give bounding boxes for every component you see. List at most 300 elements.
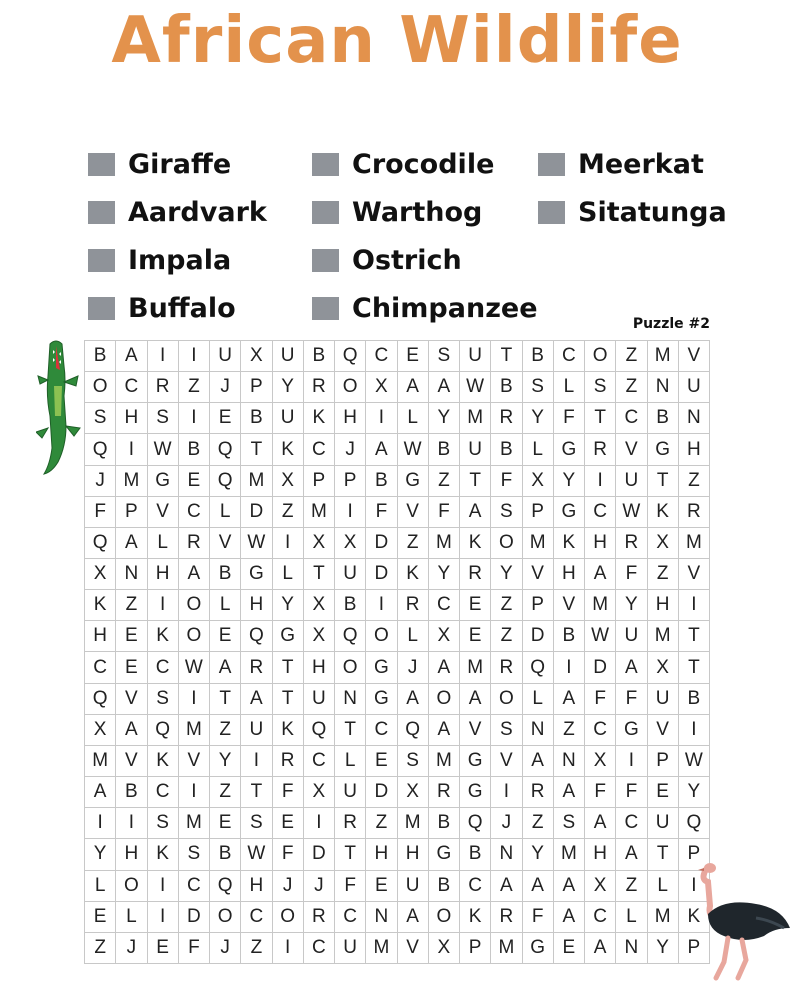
grid-cell[interactable]: G [616, 715, 647, 746]
grid-cell[interactable]: T [648, 466, 679, 497]
grid-cell[interactable]: O [585, 341, 616, 372]
grid-cell[interactable]: Q [241, 621, 272, 652]
grid-cell[interactable]: I [491, 777, 522, 808]
grid-cell[interactable]: M [85, 746, 116, 777]
grid-cell[interactable]: S [148, 684, 179, 715]
grid-cell[interactable]: F [273, 777, 304, 808]
grid-cell[interactable]: O [273, 902, 304, 933]
grid-cell[interactable]: V [116, 684, 147, 715]
grid-cell[interactable]: M [398, 808, 429, 839]
grid-cell[interactable]: K [273, 434, 304, 465]
grid-cell[interactable]: A [85, 777, 116, 808]
grid-cell[interactable]: U [335, 777, 366, 808]
grid-cell[interactable]: V [398, 933, 429, 964]
grid-cell[interactable]: O [491, 528, 522, 559]
grid-cell[interactable]: K [398, 559, 429, 590]
grid-cell[interactable]: M [179, 808, 210, 839]
grid-cell[interactable]: H [116, 403, 147, 434]
grid-cell[interactable]: O [179, 621, 210, 652]
grid-cell[interactable]: R [491, 652, 522, 683]
grid-cell[interactable]: A [616, 652, 647, 683]
grid-cell[interactable]: T [241, 434, 272, 465]
grid-cell[interactable]: R [179, 528, 210, 559]
grid-cell[interactable]: Y [210, 746, 241, 777]
grid-cell[interactable]: W [179, 652, 210, 683]
grid-cell[interactable]: W [679, 746, 710, 777]
grid-cell[interactable]: Y [491, 559, 522, 590]
grid-cell[interactable]: C [554, 341, 585, 372]
grid-cell[interactable]: V [679, 341, 710, 372]
grid-cell[interactable]: X [585, 746, 616, 777]
grid-cell[interactable]: M [523, 528, 554, 559]
grid-cell[interactable]: U [335, 933, 366, 964]
grid-cell[interactable]: L [273, 559, 304, 590]
grid-cell[interactable]: R [304, 902, 335, 933]
grid-cell[interactable]: G [148, 466, 179, 497]
grid-cell[interactable]: I [366, 403, 397, 434]
grid-cell[interactable]: U [398, 871, 429, 902]
grid-cell[interactable]: B [429, 808, 460, 839]
grid-cell[interactable]: W [460, 372, 491, 403]
grid-cell[interactable]: H [398, 839, 429, 870]
grid-cell[interactable]: Q [210, 871, 241, 902]
grid-cell[interactable]: H [241, 871, 272, 902]
grid-cell[interactable]: C [585, 902, 616, 933]
grid-cell[interactable]: Z [616, 372, 647, 403]
grid-cell[interactable]: C [585, 497, 616, 528]
grid-cell[interactable]: E [210, 403, 241, 434]
grid-cell[interactable]: F [554, 403, 585, 434]
grid-cell[interactable]: C [304, 746, 335, 777]
grid-cell[interactable]: H [679, 434, 710, 465]
grid-cell[interactable]: U [616, 466, 647, 497]
grid-cell[interactable]: K [85, 590, 116, 621]
grid-cell[interactable]: W [398, 434, 429, 465]
grid-cell[interactable]: V [116, 746, 147, 777]
grid-cell[interactable]: A [523, 746, 554, 777]
grid-cell[interactable]: B [241, 403, 272, 434]
grid-cell[interactable]: P [648, 746, 679, 777]
grid-cell[interactable]: X [304, 777, 335, 808]
grid-cell[interactable]: H [304, 652, 335, 683]
grid-cell[interactable]: V [148, 497, 179, 528]
grid-cell[interactable]: G [523, 933, 554, 964]
grid-cell[interactable]: Z [491, 590, 522, 621]
checkbox[interactable] [312, 297, 339, 320]
grid-cell[interactable]: G [366, 684, 397, 715]
grid-cell[interactable]: M [241, 466, 272, 497]
grid-cell[interactable]: O [429, 902, 460, 933]
grid-cell[interactable]: A [460, 684, 491, 715]
grid-cell[interactable]: I [148, 871, 179, 902]
grid-cell[interactable]: M [585, 590, 616, 621]
grid-cell[interactable]: C [85, 652, 116, 683]
grid-cell[interactable]: J [85, 466, 116, 497]
grid-cell[interactable]: P [241, 372, 272, 403]
grid-cell[interactable]: S [398, 746, 429, 777]
grid-cell[interactable]: E [366, 871, 397, 902]
grid-cell[interactable]: L [148, 528, 179, 559]
grid-cell[interactable]: U [648, 808, 679, 839]
grid-cell[interactable]: C [304, 434, 335, 465]
grid-cell[interactable]: Z [241, 933, 272, 964]
grid-cell[interactable]: R [398, 590, 429, 621]
grid-cell[interactable]: A [554, 902, 585, 933]
grid-cell[interactable]: P [679, 839, 710, 870]
grid-cell[interactable]: Q [85, 434, 116, 465]
grid-cell[interactable]: L [398, 403, 429, 434]
grid-cell[interactable]: I [585, 466, 616, 497]
grid-cell[interactable]: B [429, 871, 460, 902]
grid-cell[interactable]: V [491, 746, 522, 777]
checkbox[interactable] [88, 297, 115, 320]
grid-cell[interactable]: B [335, 590, 366, 621]
grid-cell[interactable]: Z [491, 621, 522, 652]
grid-cell[interactable]: M [648, 621, 679, 652]
grid-cell[interactable]: E [398, 341, 429, 372]
grid-cell[interactable]: B [179, 434, 210, 465]
grid-cell[interactable]: A [116, 715, 147, 746]
grid-cell[interactable]: G [460, 746, 491, 777]
grid-cell[interactable]: I [179, 403, 210, 434]
grid-cell[interactable]: P [679, 933, 710, 964]
grid-cell[interactable]: I [273, 528, 304, 559]
grid-cell[interactable]: K [304, 403, 335, 434]
grid-cell[interactable]: M [304, 497, 335, 528]
grid-cell[interactable]: Q [210, 466, 241, 497]
grid-cell[interactable]: X [523, 466, 554, 497]
grid-cell[interactable]: H [335, 403, 366, 434]
grid-cell[interactable]: M [648, 341, 679, 372]
grid-cell[interactable]: C [335, 902, 366, 933]
grid-cell[interactable]: Z [616, 871, 647, 902]
grid-cell[interactable]: F [179, 933, 210, 964]
grid-cell[interactable]: Q [335, 341, 366, 372]
grid-cell[interactable]: U [273, 341, 304, 372]
grid-cell[interactable]: U [335, 559, 366, 590]
grid-cell[interactable]: N [523, 715, 554, 746]
grid-cell[interactable]: I [304, 808, 335, 839]
grid-cell[interactable]: Y [523, 403, 554, 434]
grid-cell[interactable]: K [648, 497, 679, 528]
grid-cell[interactable]: N [554, 746, 585, 777]
grid-cell[interactable]: I [679, 871, 710, 902]
grid-cell[interactable]: K [554, 528, 585, 559]
grid-cell[interactable]: D [366, 528, 397, 559]
grid-cell[interactable]: T [491, 341, 522, 372]
grid-cell[interactable]: X [429, 933, 460, 964]
grid-cell[interactable]: I [366, 590, 397, 621]
grid-cell[interactable]: D [523, 621, 554, 652]
grid-cell[interactable]: F [85, 497, 116, 528]
grid-cell[interactable]: S [585, 372, 616, 403]
grid-cell[interactable]: Q [210, 434, 241, 465]
grid-cell[interactable]: W [241, 528, 272, 559]
grid-cell[interactable]: M [460, 652, 491, 683]
grid-cell[interactable]: T [335, 715, 366, 746]
grid-cell[interactable]: U [241, 715, 272, 746]
grid-cell[interactable]: H [366, 839, 397, 870]
grid-cell[interactable]: I [335, 497, 366, 528]
grid-cell[interactable]: Q [335, 621, 366, 652]
grid-cell[interactable]: L [210, 497, 241, 528]
grid-cell[interactable]: O [366, 621, 397, 652]
grid-cell[interactable]: O [116, 871, 147, 902]
grid-cell[interactable]: C [616, 403, 647, 434]
grid-cell[interactable]: X [304, 590, 335, 621]
grid-cell[interactable]: P [460, 933, 491, 964]
grid-cell[interactable]: G [273, 621, 304, 652]
grid-cell[interactable]: M [648, 902, 679, 933]
grid-cell[interactable]: R [616, 528, 647, 559]
grid-cell[interactable]: L [523, 684, 554, 715]
grid-cell[interactable]: B [366, 466, 397, 497]
grid-cell[interactable]: P [523, 590, 554, 621]
grid-cell[interactable]: I [179, 777, 210, 808]
grid-cell[interactable]: A [554, 777, 585, 808]
grid-cell[interactable]: Q [460, 808, 491, 839]
grid-cell[interactable]: B [304, 341, 335, 372]
grid-cell[interactable]: W [585, 621, 616, 652]
grid-cell[interactable]: O [179, 590, 210, 621]
grid-cell[interactable]: N [679, 403, 710, 434]
grid-cell[interactable]: X [273, 466, 304, 497]
grid-cell[interactable]: H [116, 839, 147, 870]
grid-cell[interactable]: T [210, 684, 241, 715]
grid-cell[interactable]: F [366, 497, 397, 528]
grid-cell[interactable]: S [85, 403, 116, 434]
grid-cell[interactable]: R [460, 559, 491, 590]
grid-cell[interactable]: U [679, 372, 710, 403]
grid-cell[interactable]: O [85, 372, 116, 403]
grid-cell[interactable]: C [429, 590, 460, 621]
grid-cell[interactable]: E [554, 933, 585, 964]
grid-cell[interactable]: N [491, 839, 522, 870]
grid-cell[interactable]: A [554, 871, 585, 902]
grid-cell[interactable]: T [304, 559, 335, 590]
grid-cell[interactable]: N [335, 684, 366, 715]
grid-cell[interactable]: G [241, 559, 272, 590]
grid-cell[interactable]: Y [523, 839, 554, 870]
grid-cell[interactable]: F [273, 839, 304, 870]
grid-cell[interactable]: Y [429, 403, 460, 434]
grid-cell[interactable]: U [460, 434, 491, 465]
grid-cell[interactable]: A [585, 808, 616, 839]
grid-cell[interactable]: T [679, 652, 710, 683]
grid-cell[interactable]: T [273, 652, 304, 683]
grid-cell[interactable]: Q [523, 652, 554, 683]
grid-cell[interactable]: C [366, 715, 397, 746]
grid-cell[interactable]: I [273, 933, 304, 964]
grid-cell[interactable]: V [210, 528, 241, 559]
grid-cell[interactable]: X [241, 341, 272, 372]
checkbox[interactable] [312, 153, 339, 176]
grid-cell[interactable]: C [179, 497, 210, 528]
grid-cell[interactable]: A [398, 684, 429, 715]
grid-cell[interactable]: B [210, 839, 241, 870]
grid-cell[interactable]: I [179, 684, 210, 715]
grid-cell[interactable]: R [335, 808, 366, 839]
grid-cell[interactable]: V [679, 559, 710, 590]
grid-cell[interactable]: J [304, 871, 335, 902]
grid-cell[interactable]: B [429, 434, 460, 465]
grid-cell[interactable]: I [116, 808, 147, 839]
grid-cell[interactable]: N [366, 902, 397, 933]
grid-cell[interactable]: Q [148, 715, 179, 746]
grid-cell[interactable]: E [366, 746, 397, 777]
grid-cell[interactable]: D [366, 777, 397, 808]
grid-cell[interactable]: T [273, 684, 304, 715]
grid-cell[interactable]: O [335, 372, 366, 403]
grid-cell[interactable]: I [179, 341, 210, 372]
grid-cell[interactable]: E [210, 808, 241, 839]
grid-cell[interactable]: I [85, 808, 116, 839]
grid-cell[interactable]: I [241, 746, 272, 777]
grid-cell[interactable]: V [179, 746, 210, 777]
grid-cell[interactable]: Z [523, 808, 554, 839]
grid-cell[interactable]: R [429, 777, 460, 808]
checkbox[interactable] [312, 249, 339, 272]
grid-cell[interactable]: A [429, 715, 460, 746]
grid-cell[interactable]: G [429, 839, 460, 870]
grid-cell[interactable]: A [429, 652, 460, 683]
grid-cell[interactable]: F [616, 684, 647, 715]
grid-cell[interactable]: I [148, 902, 179, 933]
grid-cell[interactable]: Z [210, 777, 241, 808]
grid-cell[interactable]: F [523, 902, 554, 933]
grid-cell[interactable]: B [679, 684, 710, 715]
grid-cell[interactable]: C [148, 652, 179, 683]
grid-cell[interactable]: C [366, 341, 397, 372]
grid-cell[interactable]: S [148, 403, 179, 434]
grid-cell[interactable]: S [241, 808, 272, 839]
grid-cell[interactable]: F [429, 497, 460, 528]
grid-cell[interactable]: F [616, 559, 647, 590]
grid-cell[interactable]: V [398, 497, 429, 528]
grid-cell[interactable]: A [116, 341, 147, 372]
grid-cell[interactable]: P [523, 497, 554, 528]
grid-cell[interactable]: H [554, 559, 585, 590]
grid-cell[interactable]: L [523, 434, 554, 465]
grid-cell[interactable]: S [148, 808, 179, 839]
checkbox[interactable] [88, 201, 115, 224]
grid-cell[interactable]: V [554, 590, 585, 621]
grid-cell[interactable]: M [460, 403, 491, 434]
grid-cell[interactable]: P [335, 466, 366, 497]
grid-cell[interactable]: Z [429, 466, 460, 497]
grid-cell[interactable]: H [585, 839, 616, 870]
grid-cell[interactable]: V [616, 434, 647, 465]
grid-cell[interactable]: X [648, 652, 679, 683]
grid-cell[interactable]: O [429, 684, 460, 715]
grid-cell[interactable]: Z [648, 559, 679, 590]
grid-cell[interactable]: T [241, 777, 272, 808]
grid-cell[interactable]: A [523, 871, 554, 902]
grid-cell[interactable]: A [585, 559, 616, 590]
grid-cell[interactable]: G [366, 652, 397, 683]
grid-cell[interactable]: X [429, 621, 460, 652]
grid-cell[interactable]: H [648, 590, 679, 621]
grid-cell[interactable]: G [554, 434, 585, 465]
grid-cell[interactable]: R [523, 777, 554, 808]
grid-cell[interactable]: X [85, 559, 116, 590]
grid-cell[interactable]: Z [116, 590, 147, 621]
grid-cell[interactable]: N [616, 933, 647, 964]
grid-cell[interactable]: Q [85, 684, 116, 715]
grid-cell[interactable]: M [179, 715, 210, 746]
grid-cell[interactable]: Z [679, 466, 710, 497]
grid-cell[interactable]: Z [554, 715, 585, 746]
checkbox[interactable] [538, 201, 565, 224]
grid-cell[interactable]: B [116, 777, 147, 808]
grid-cell[interactable]: A [585, 933, 616, 964]
grid-cell[interactable]: E [648, 777, 679, 808]
grid-cell[interactable]: K [460, 528, 491, 559]
grid-cell[interactable]: E [179, 466, 210, 497]
grid-cell[interactable]: H [585, 528, 616, 559]
grid-cell[interactable]: M [116, 466, 147, 497]
grid-cell[interactable]: D [241, 497, 272, 528]
grid-cell[interactable]: R [304, 372, 335, 403]
grid-cell[interactable]: X [366, 372, 397, 403]
grid-cell[interactable]: C [179, 871, 210, 902]
grid-cell[interactable]: G [398, 466, 429, 497]
grid-cell[interactable]: U [273, 403, 304, 434]
grid-cell[interactable]: B [523, 341, 554, 372]
grid-cell[interactable]: Y [85, 839, 116, 870]
grid-cell[interactable]: Z [210, 715, 241, 746]
grid-cell[interactable]: C [116, 372, 147, 403]
grid-cell[interactable]: I [616, 746, 647, 777]
grid-cell[interactable]: U [648, 684, 679, 715]
grid-cell[interactable]: X [304, 621, 335, 652]
grid-cell[interactable]: T [335, 839, 366, 870]
checkbox[interactable] [88, 153, 115, 176]
grid-cell[interactable]: F [491, 466, 522, 497]
grid-cell[interactable]: K [273, 715, 304, 746]
grid-cell[interactable]: J [335, 434, 366, 465]
grid-cell[interactable]: Q [679, 808, 710, 839]
grid-cell[interactable]: V [460, 715, 491, 746]
grid-cell[interactable]: H [148, 559, 179, 590]
grid-cell[interactable]: V [523, 559, 554, 590]
grid-cell[interactable]: X [585, 871, 616, 902]
grid-cell[interactable]: E [460, 590, 491, 621]
grid-cell[interactable]: I [679, 715, 710, 746]
grid-cell[interactable]: I [116, 434, 147, 465]
grid-cell[interactable]: U [616, 621, 647, 652]
grid-cell[interactable]: G [648, 434, 679, 465]
grid-cell[interactable]: Y [648, 933, 679, 964]
grid-cell[interactable]: C [460, 871, 491, 902]
grid-cell[interactable]: M [679, 528, 710, 559]
grid-cell[interactable]: A [398, 372, 429, 403]
grid-cell[interactable]: A [366, 434, 397, 465]
grid-cell[interactable]: A [616, 839, 647, 870]
grid-cell[interactable]: S [491, 497, 522, 528]
grid-cell[interactable]: Q [85, 528, 116, 559]
grid-cell[interactable]: A [398, 902, 429, 933]
grid-cell[interactable]: R [241, 652, 272, 683]
grid-cell[interactable]: E [460, 621, 491, 652]
grid-cell[interactable]: X [85, 715, 116, 746]
grid-cell[interactable]: S [554, 808, 585, 839]
grid-cell[interactable]: H [241, 590, 272, 621]
grid-cell[interactable]: D [304, 839, 335, 870]
checkbox[interactable] [88, 249, 115, 272]
grid-cell[interactable]: U [210, 341, 241, 372]
grid-cell[interactable]: I [679, 590, 710, 621]
